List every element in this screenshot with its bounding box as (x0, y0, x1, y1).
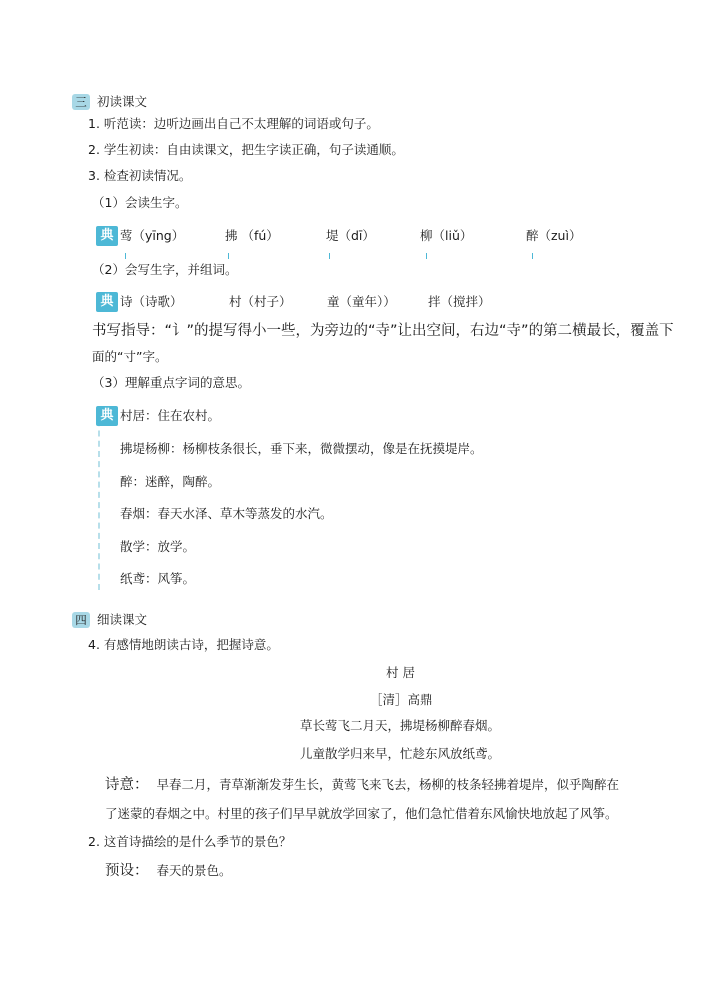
step-check: 3. 检查初读情况。 (88, 168, 192, 183)
pinyin-tick (532, 253, 533, 259)
section-title: 细读课文 (97, 612, 148, 627)
dian-icon: 典 (96, 226, 118, 246)
section-number-badge: 四 (72, 612, 90, 628)
pinyin-tick (125, 253, 126, 259)
section-number-badge: 三 (72, 94, 90, 110)
meaning-item: 醉：迷醉，陶醉。 (120, 474, 221, 489)
sub-meanings: （3）理解重点字词的意思。 (92, 375, 250, 390)
meaning-item: 村居：住在农村。 (120, 408, 221, 423)
meaning-item: 拂堤杨柳：杨柳枝条很长，垂下来，微微摆动，像是在抚摸堤岸。 (120, 441, 483, 456)
writing-guide-text: 书写指导：“讠”的提写得小一些，为旁边的“寺”让出空间，右边“寺”的第二横最长，覆盖下 (92, 323, 674, 339)
poem-title: 村 居 (386, 665, 415, 680)
write-char: 拌（搅拌） (428, 294, 491, 309)
poem-meaning-text: 早春二月，青草渐渐发芽生长，黄莺飞来飞去，杨柳的枝条轻拂着堤岸，似乎陶醉在 (156, 777, 619, 792)
poem-line: 草长莺飞二月天，拂堤杨柳醉春烟。 (300, 718, 501, 733)
meaning-item: 纸鸢：风筝。 (120, 571, 196, 586)
sub-read-chars: （1）会读生字。 (92, 195, 188, 210)
read-char: 醉（zuì） (526, 228, 582, 243)
pinyin-tick (329, 253, 330, 259)
write-char: 童（童年）） (327, 294, 396, 309)
preset-line (105, 864, 232, 879)
sub-write-chars: （2）会写生字，并组词。 (92, 262, 238, 277)
write-char: 诗（诗歌） (120, 294, 183, 309)
dian-icon: 典 (96, 406, 118, 426)
poem-meaning-line1 (105, 778, 619, 793)
step-self-read: 2. 学生初读：自由读课文，把生字读正确，句子读通顺。 (88, 142, 404, 157)
dian-icon: 典 (96, 292, 118, 312)
pinyin-tick (426, 253, 427, 259)
meanings-border (98, 410, 100, 590)
preset-label: 预设： (105, 863, 149, 879)
preset-answer: 春天的景色。 (156, 863, 232, 878)
read-char: 柳（liǔ） (420, 228, 473, 243)
writing-guide-line1 (92, 324, 674, 339)
poem-line: 儿童散学归来早，忙趁东风放纸鸢。 (300, 746, 501, 761)
read-char: 莺（yīng） (120, 228, 185, 243)
meaning-item: 春烟：春天水泽、草木等蒸发的水汽。 (120, 506, 333, 521)
write-char: 村（村子） (229, 294, 292, 309)
section-title: 初读课文 (97, 94, 148, 109)
pinyin-tick (228, 253, 229, 259)
read-char: 拂 （fú） (225, 228, 279, 243)
poem-meaning-line2: 了迷蒙的春烟之中。村里的孩子们早早就放学回家了，他们急忙借着东风愉快地放起了风筝。 (105, 806, 618, 821)
poem-author: ［清］高鼎 (370, 692, 433, 707)
read-char: 堤（dī） (326, 228, 375, 243)
step-recite: 4. 有感情地朗读古诗，把握诗意。 (88, 637, 279, 652)
poem-meaning-label: 诗意： (105, 777, 149, 793)
step-listen: 1. 听范读：边听边画出自己不太理解的词语或句子。 (88, 116, 379, 131)
meaning-item: 散学：放学。 (120, 539, 196, 554)
question-season: 2. 这首诗描绘的是什么季节的景色？ (88, 834, 292, 849)
writing-guide-line2: 面的“寸”字。 (92, 349, 168, 364)
